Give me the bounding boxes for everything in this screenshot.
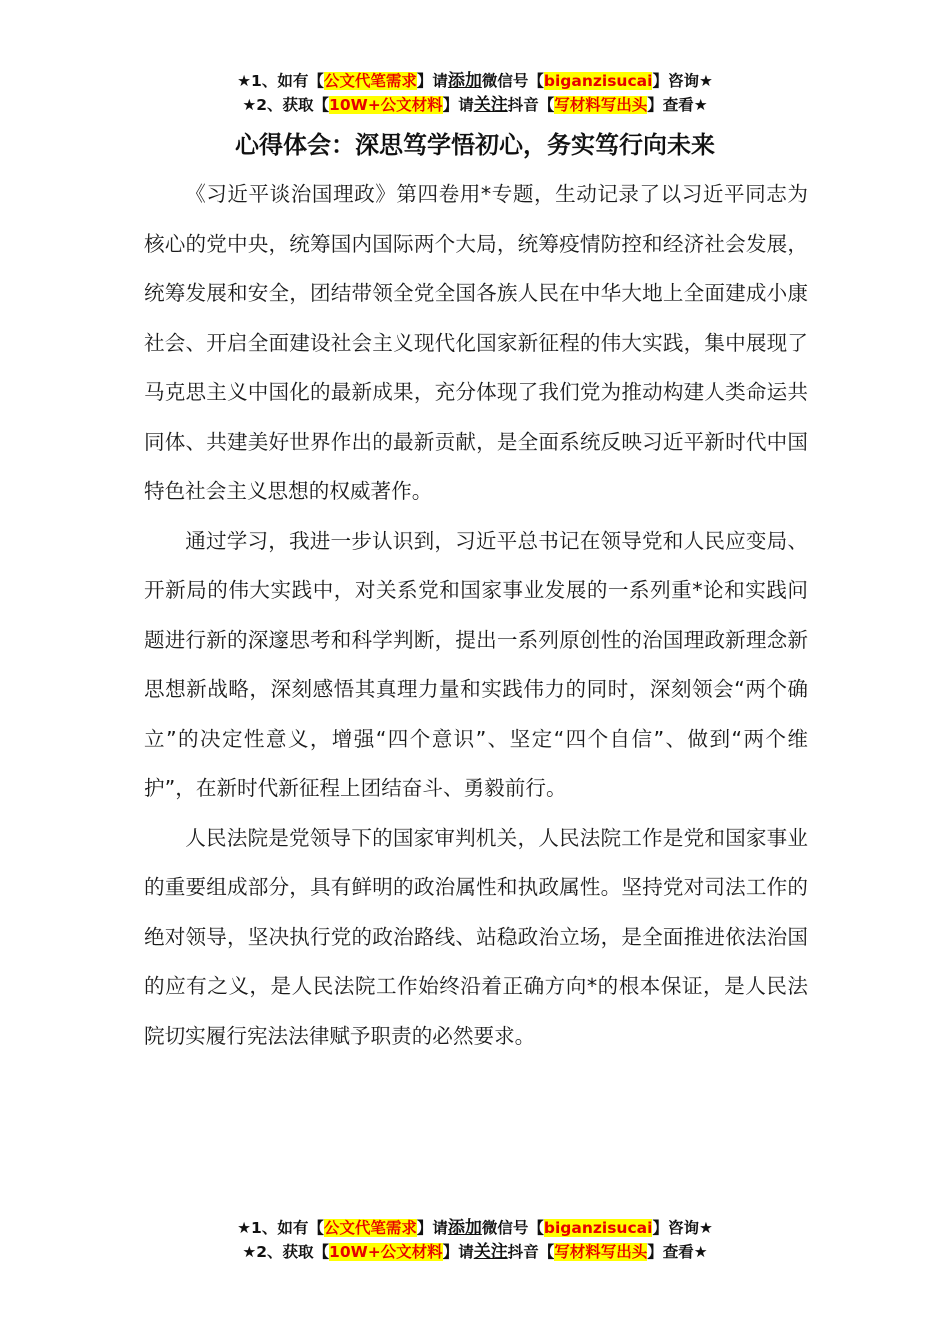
promo-text: 】请 <box>416 72 448 90</box>
promo-text: ★2、获取【 <box>242 96 330 114</box>
footer-promo-banner <box>0 1216 950 1264</box>
promo-text: 】查看★ <box>647 96 708 114</box>
header-promo-banner <box>0 69 950 117</box>
document-body <box>144 170 808 1061</box>
promo-highlight: 公文代笔需求 <box>323 1219 417 1237</box>
promo-text: 微信号【 <box>481 1219 544 1237</box>
promo-underline: 关注 <box>473 95 508 115</box>
promo-text: 】请 <box>416 1219 448 1237</box>
promo-underline: 关注 <box>473 1242 508 1262</box>
promo-wechat-id: biganzisucai <box>543 72 653 90</box>
promo-douyin-id: 写材料写出头 <box>554 96 648 114</box>
promo-wechat-id: biganzisucai <box>543 1219 653 1237</box>
body-paragraph-1: 《习近平谈治国理政》第四卷用*专题，生动记录了以习近平同志为核心的党中央，统筹国内国际两个大局，统筹疫情防控和经济社会发展，统筹发展和安全，团结带领全党全国各族人民在中华大地上全面建成小康社会、开启全面建设社会主义现代化国家新征程的伟大实践，集中展现了马克思主义中国化的最新成果，充分体现了我们党为推动构建人类命运共同体、共建美好世界作出的最新贡献，是全面系统反映习近平新时代中国特色社会主义思想的权威著作。 <box>144 182 808 503</box>
promo-text: 】请 <box>442 1243 474 1261</box>
body-paragraph-2: 通过学习，我进一步认识到，习近平总书记在领导党和人民应变局、开新局的伟大实践中，对关系党和国家事业发展的一系列重*论和实践问题进行新的深邃思考和科学判断，提出一系列原创性的治国理政新理念新思想新战略，深刻感悟其真理力量和实践伟力的同时，深刻领会“两个确立”的决定性意义，增强“四个意识”、坚定“四个自信”、做到“两个维护”，在新时代新征程上团结奋斗、勇毅前行。 <box>144 528 808 800</box>
promo-text: 】请 <box>442 96 474 114</box>
promo-highlight: 10W+公文材料 <box>329 1243 443 1261</box>
document-title: 心得体会：深思笃学悟初心，务实笃行向未来 <box>235 131 715 159</box>
promo-line-2 <box>0 1240 950 1264</box>
promo-highlight: 公文代笔需求 <box>323 72 417 90</box>
promo-text: 】查看★ <box>647 1243 708 1261</box>
promo-text: ★1、如有【 <box>237 72 324 90</box>
promo-underline: 添加 <box>447 1218 482 1238</box>
promo-underline: 添加 <box>447 71 482 91</box>
promo-line-1 <box>0 69 950 93</box>
promo-text: ★2、获取【 <box>242 1243 330 1261</box>
promo-highlight: 10W+公文材料 <box>329 96 443 114</box>
body-paragraph-3: 人民法院是党领导下的国家审判机关，人民法院工作是党和国家事业的重要组成部分，具有鲜明的政治属性和执政属性。坚持党对司法工作的绝对领导，坚决执行党的政治路线、站稳政治立场，是全面推进依法治国的应有之义，是人民法院工作始终沿着正确方向*的根本保证，是人民法院切实履行宪法法律赋予职责的必然要求。 <box>144 825 808 1048</box>
promo-text: 】咨询★ <box>652 72 713 90</box>
promo-douyin-id: 写材料写出头 <box>554 1243 648 1261</box>
promo-line-2 <box>0 93 950 117</box>
promo-text: 抖音【 <box>507 96 555 114</box>
promo-line-1 <box>0 1216 950 1240</box>
promo-text: 】咨询★ <box>652 1219 713 1237</box>
promo-text: ★1、如有【 <box>237 1219 324 1237</box>
promo-text: 微信号【 <box>481 72 544 90</box>
promo-text: 抖音【 <box>507 1243 555 1261</box>
